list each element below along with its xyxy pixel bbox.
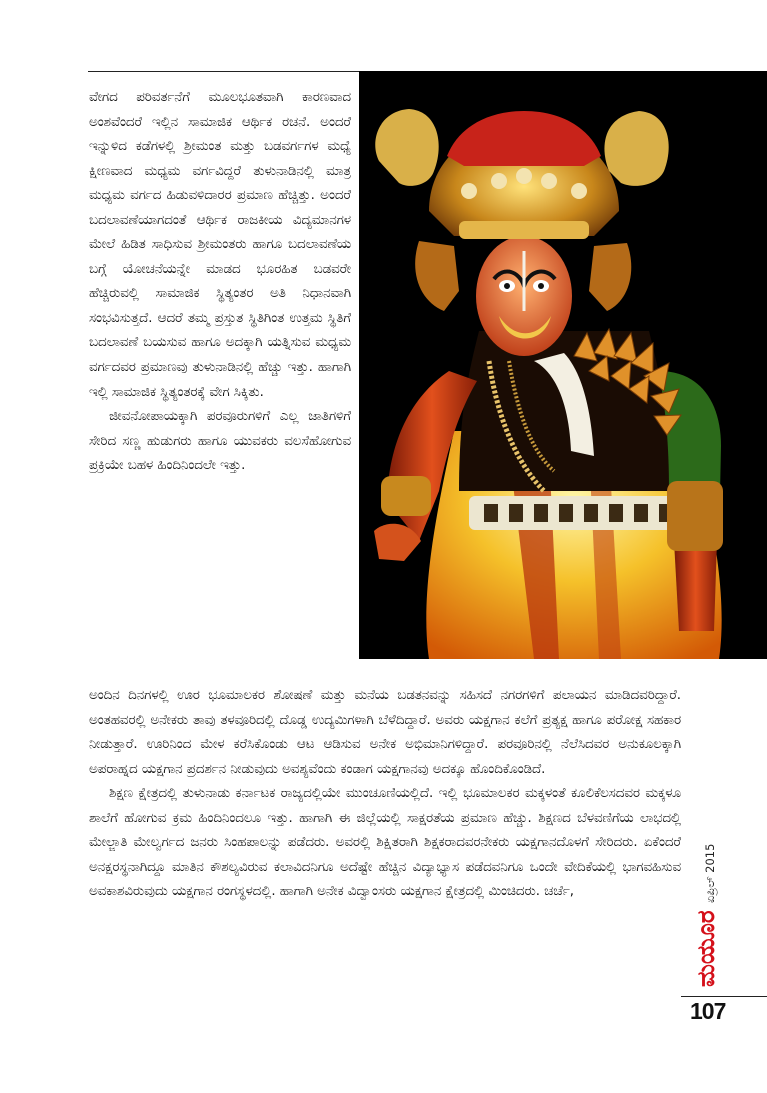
issue-date: ಏಪ್ರಿಲ್ 2015 [703, 843, 717, 903]
yakshagana-artist-illustration [359, 71, 767, 659]
page-number: 107 [690, 998, 726, 1024]
full-width-text [89, 684, 681, 905]
paragraph: ಜೀವನೋಪಾಯಕ್ಕಾಗಿ ಪರವೂರುಗಳಿಗೆ ಎಲ್ಲ ಜಾತಿಗಳಿಗೆ ಸೇರಿದ ಸಣ್ಣ ಹುಡುಗರು ಹಾಗೂ ಯುವಕರು ವಲಸೆಹೋಗುವ ಪ್ರಕ್ರಿಯೇ ಬಹಳ ಹಿಂದಿನಿಂದಲೇ ಇತ್ತು. [89, 409, 351, 474]
paragraph: ಶಿಕ್ಷಣ ಕ್ಷೇತ್ರದಲ್ಲಿ ತುಳುನಾಡು ಕರ್ನಾಟಕ ರಾಜ್ಯದಲ್ಲಿಯೇ ಮುಂಚೂಣಿಯಲ್ಲಿದೆ. ಇಲ್ಲಿ ಭೂಮಾಲಕರ ಮಕ್ಕಳಂತೆ ಕೂಲಿಕೆಲಸದವರ ಮಕ್ಕಳೂ ಶಾಲೆಗೆ ಹೋಗುವ ಕ್ರಮ ಹಿಂದಿನಿಂದಲೂ ಇತ್ತು. ಹಾಗಾಗಿ ಈ ಜಿಲ್ಲೆಯಲ್ಲಿ ಸಾಕ್ಷರತೆಯ ಪ್ರಮಾಣ ಹೆಚ್ಚು. ಶಿಕ್ಷಣದ ಬೆಳವಣಿಗೆಯ ಲಾಭದಲ್ಲಿ ಮೇಲ್ಜಾತಿ ಮೇಲ್ವರ್ಗದ ಜನರು ಸಿಂಹಪಾಲನ್ನು ಪಡೆದರು. ಅವರಲ್ಲಿ ಶಿಕ್ಷಿತರಾಗಿ ಶಿಕ್ಷಕರಾದವರನೇಕರು ಯಕ್ಷಗಾನದೊಳಗೆ ಸೇರಿದರು. ಏಕೆಂದರೆ ಅನಕ್ಷರಸ್ಥನಾಗಿದ್ದೂ ಮಾತಿನ ಕೌಶಲ್ಯವಿರುವ ಕಲಾವಿದನಿಗೂ ಅದೆಷ್ಟೇ ಹೆಚ್ಚಿನ ವಿದ್ಯಾಭ್ಯಾಸ ಪಡೆದವನಿಗೂ ಒಂದೇ ವೇದಿಕೆಯಲ್ಲಿ ಭಾಗವಹಿಸುವ ಅವಕಾಶವಿರುವುದು ಯಕ್ಷಗಾನ ರಂಗಸ್ಥಳದಲ್ಲಿ. ಹಾಗಾಗಿ ಅನೇಕ ವಿದ್ವಾಂಸರು ಯಕ್ಷಗಾನ ಕ್ಷೇತ್ರದಲ್ಲಿ ಮಿಂಚಿದರು. ಚರ್ಚೆ, [89, 786, 681, 900]
paragraph: ಅಂದಿನ ದಿನಗಳಲ್ಲಿ ಊರ ಭೂಮಾಲಕರ ಶೋಷಣೆ ಮತ್ತು ಮನೆಯ ಬಡತನವನ್ನು ಸಹಿಸದೆ ನಗರಗಳಿಗೆ ಪಲಾಯನ ಮಾಡಿದವರಿದ್ದಾರೆ. ಅಂತಹವರಲ್ಲಿ ಅನೇಕರು ತಾವು ತಳವೂರಿದಲ್ಲಿ ದೊಡ್ಡ ಉದ್ಯಮಿಗಳಾಗಿ ಬೆಳೆದಿದ್ದಾರೆ. ಅವರು ಯಕ್ಷಗಾನ ಕಲೆಗೆ ಪ್ರತ್ಯಕ್ಷ ಹಾಗೂ ಪರೋಕ್ಷ ಸಹಕಾರ ನೀಡುತ್ತಾರೆ. ಊರಿನಿಂದ ಮೇಳ ಕರೆಸಿಕೊಂಡು ಆಟ ಆಡಿಸುವ ಅನೇಕ ಅಭಿಮಾನಿಗಳಿದ್ದಾರೆ. ಪರವೂರಿನಲ್ಲಿ ನೆಲೆಸಿದವರ ಅನುಕೂಲಕ್ಕಾಗಿ ಅಪರಾಹ್ನದ ಯಕ್ಷಗಾನ ಪ್ರದರ್ಶನ ನೀಡುವುದು ಅವಶ್ಯವೆಂದು ಕಂಡಾಗ ಯಕ್ಷಗಾನವು ಅದಕ್ಕೂ ಹೊಂದಿಕೊಂಡಿದೆ. [89, 688, 681, 777]
yakshagana-photo [359, 71, 767, 659]
paragraph: ವೇಗದ ಪರಿವರ್ತನೆಗೆ ಮೂಲಭೂತವಾಗಿ ಕಾರಣವಾದ ಅಂಶವೆಂದರೆ ಇಲ್ಲಿನ ಸಾಮಾಜಿಕ ಆರ್ಥಿಕ ರಚನೆ. ಅಂದರೆ ಇನ್ನುಳಿದ ಕಡೆಗಳಲ್ಲಿ ಶ್ರೀಮಂತ ಮತ್ತು ಬಡವರ್ಗಗಳ ಮಧ್ಯೆ ಕ್ಷೀಣವಾದ ಮಧ್ಯಮ ವರ್ಗವಿದ್ದರೆ ತುಳುನಾಡಿನಲ್ಲಿ ಮಾತ್ರ ಮಧ್ಯಮ ವರ್ಗದ ಹಿಡುವಳಿದಾರರ ಪ್ರಮಾಣ ಹೆಚ್ಚಿತ್ತು. ಅಂದರೆ ಬದಲಾವಣೆಯಾಗದಂತೆ ಆರ್ಥಿಕ ರಾಜಕೀಯ ವಿದ್ಯಮಾನಗಳ ಮೇಲೆ ಹಿಡಿತ ಸಾಧಿಸುವ ಶ್ರೀಮಂತರು ಹಾಗೂ ಬದಲಾವಣೆಯ ಬಗ್ಗೆ ಯೋಚನೆಯನ್ನೇ ಮಾಡದ ಭೂರಹಿತ ಬಡವರೇ ಹೆಚ್ಚಿರುವಲ್ಲಿ ಸಾಮಾಜಿಕ ಸ್ಥಿತ್ಯಂತರ ಅತಿ ನಿಧಾನವಾಗಿ ಸಂಭವಿಸುತ್ತದೆ. ಆದರೆ ತಮ್ಮ ಪ್ರಸ್ತುತ ಸ್ಥಿತಿಗಿಂತ ಉತ್ತಮ ಸ್ಥಿತಿಗೆ ಬದಲಾವಣೆ ಬಯಸುವ ಹಾಗೂ ಅದಕ್ಕಾಗಿ ಯತ್ನಿಸುವ ಮಧ್ಯಮ ವರ್ಗದವರ ಪ್ರಮಾಣವು ತುಳುನಾಡಿನಲ್ಲಿ ಹೆಚ್ಚು ಇತ್ತು. ಹಾಗಾಗಿ ಇಲ್ಲಿ ಸಾಮಾಜಿಕ ಸ್ಥಿತ್ಯಂತರಕ್ಕೆ ವೇಗ ಸಿಕ್ಕಿತು. [89, 90, 351, 400]
top-rule [88, 71, 360, 72]
magazine-side-label [690, 811, 720, 989]
magazine-name: ಮಯೂರ [692, 910, 720, 987]
column-text [89, 86, 351, 479]
